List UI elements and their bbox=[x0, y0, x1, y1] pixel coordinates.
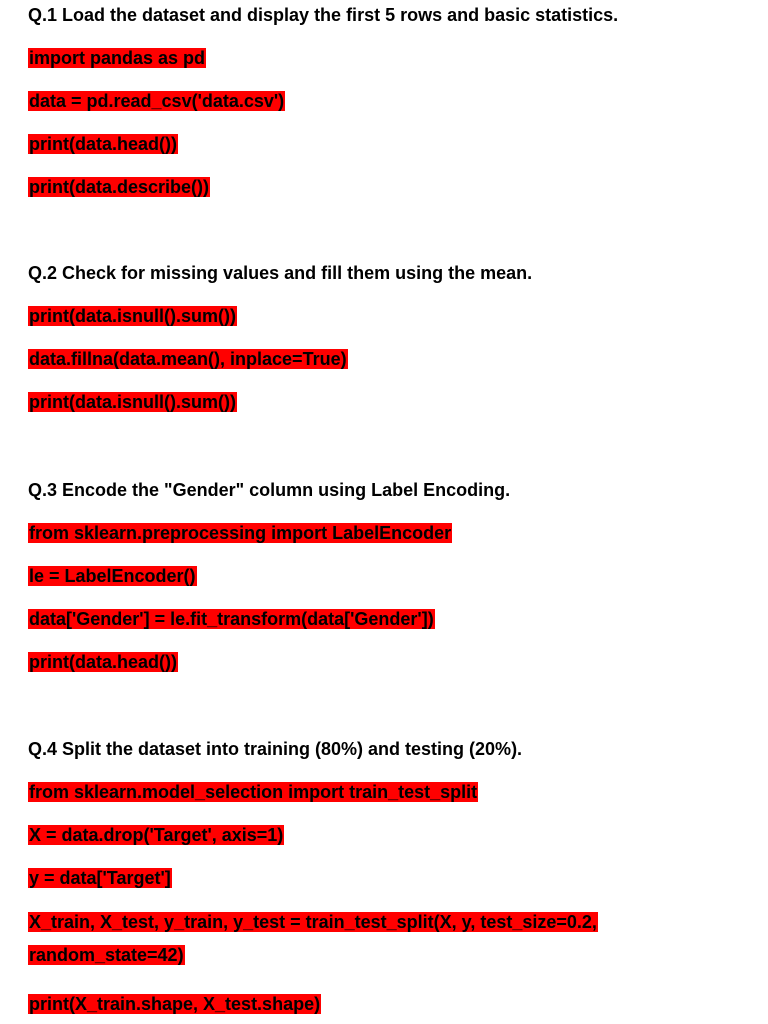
code-line bbox=[28, 993, 748, 1015]
code-line bbox=[28, 176, 748, 198]
code-text: from sklearn.model_selection import train_test_split bbox=[29, 782, 478, 802]
code-text: print(data.head()) bbox=[29, 134, 177, 154]
code-line bbox=[28, 906, 668, 972]
question-heading: Q.4 Split the dataset into training (80%) and testing (20%). bbox=[28, 739, 523, 759]
code-line bbox=[28, 133, 748, 155]
code-text: print(data.isnull().sum()) bbox=[29, 306, 236, 326]
question-heading: Q.1 Load the dataset and display the first 5 rows and basic statistics. bbox=[28, 5, 619, 25]
code-text: print(data.isnull().sum()) bbox=[29, 392, 236, 412]
code-text: y = data['Target'] bbox=[29, 868, 171, 888]
code-line bbox=[28, 867, 748, 889]
question-1 bbox=[28, 4, 748, 198]
question-3 bbox=[28, 479, 748, 673]
code-line bbox=[28, 522, 748, 544]
code-text: print(data.head()) bbox=[29, 652, 177, 672]
code-line bbox=[28, 348, 748, 370]
question-heading: Q.2 Check for missing values and fill them using the mean. bbox=[28, 263, 533, 283]
code-text: data = pd.read_csv('data.csv') bbox=[29, 91, 285, 111]
code-line bbox=[28, 90, 748, 112]
code-line bbox=[28, 608, 748, 630]
code-line bbox=[28, 781, 748, 803]
code-text: print(X_train.shape, X_test.shape) bbox=[29, 994, 321, 1014]
code-text: data['Gender'] = le.fit_transform(data['Gender']) bbox=[29, 609, 434, 629]
code-text: data.fillna(data.mean(), inplace=True) bbox=[29, 349, 347, 369]
code-line bbox=[28, 47, 748, 69]
code-line bbox=[28, 651, 748, 673]
code-line bbox=[28, 391, 748, 413]
code-text: le = LabelEncoder() bbox=[29, 566, 196, 586]
code-text: X_train, X_test, y_train, y_test = train_test_split(X, y, test_size=0.2, random_state=42) bbox=[29, 912, 597, 965]
code-text: print(data.describe()) bbox=[29, 177, 210, 197]
code-text: X = data.drop('Target', axis=1) bbox=[29, 825, 284, 845]
code-line bbox=[28, 565, 748, 587]
code-text: import pandas as pd bbox=[29, 48, 206, 68]
code-line bbox=[28, 305, 748, 327]
question-2 bbox=[28, 262, 748, 413]
question-heading: Q.3 Encode the "Gender" column using Label Encoding. bbox=[28, 480, 511, 500]
question-4 bbox=[28, 738, 748, 1015]
code-line bbox=[28, 824, 748, 846]
code-text: from sklearn.preprocessing import LabelEncoder bbox=[29, 523, 452, 543]
